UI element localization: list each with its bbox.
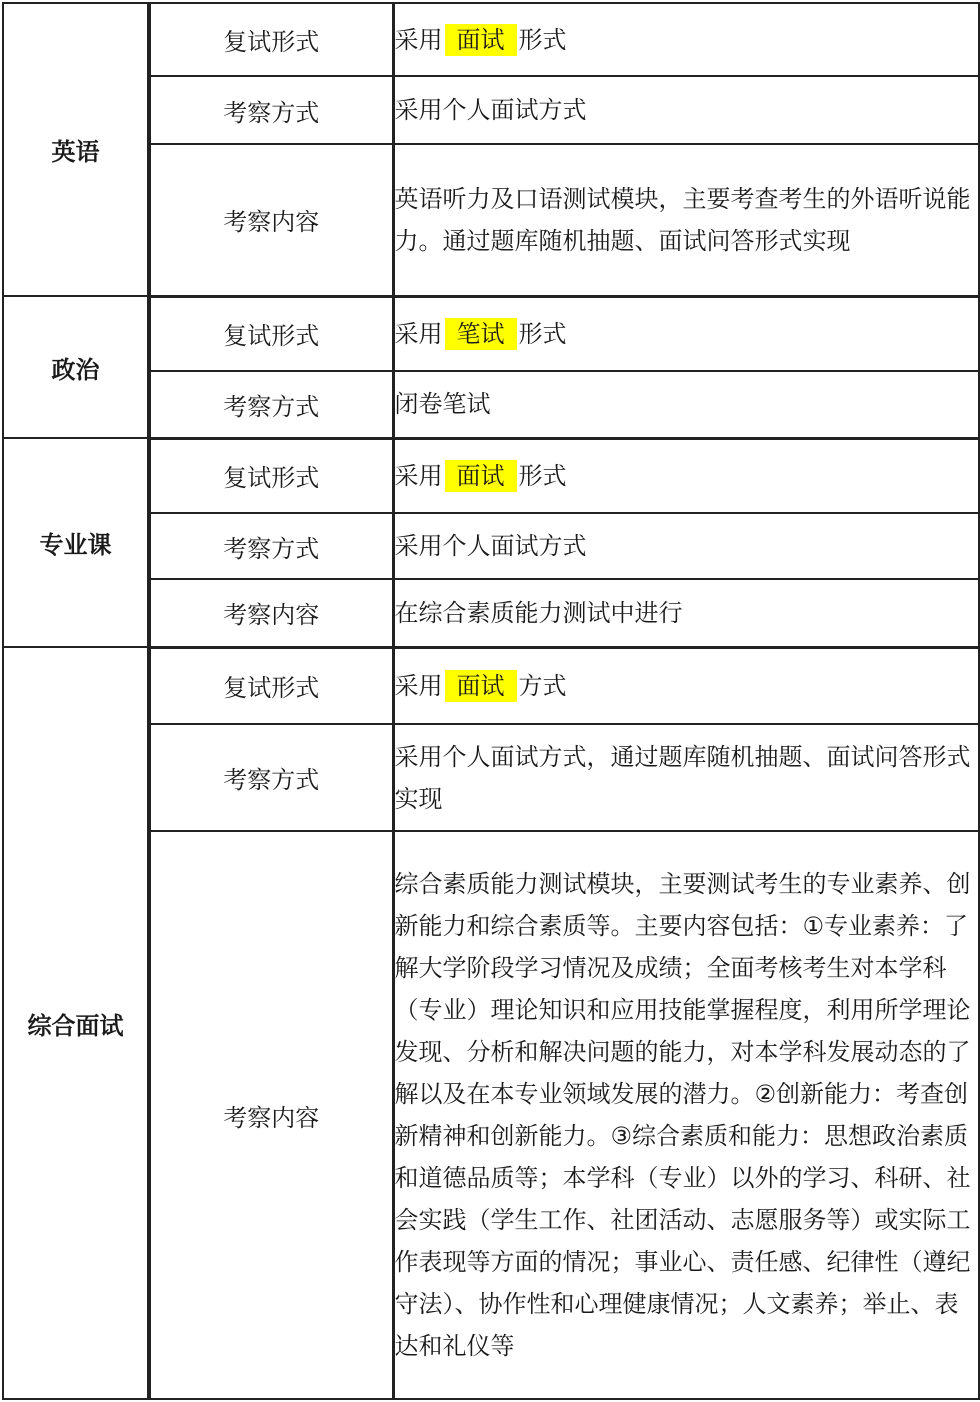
highlight-mark: 面试 (445, 460, 517, 492)
row-value: 闭卷笔试 (393, 371, 979, 438)
table-row (3, 647, 979, 724)
row-value: 英语听力及口语测试模块，主要考查考生的外语听说能力。通过题库随机抽题、面试问答形式实现 (393, 144, 979, 296)
row-value: 采用个人面试方式，通过题库随机抽题、面试问答形式实现 (393, 724, 979, 831)
table-row (3, 724, 979, 831)
category-comprehensive-interview: 综合面试 (3, 647, 149, 1399)
row-value (393, 296, 979, 371)
row-value (393, 438, 979, 513)
table-row (3, 579, 979, 647)
row-value (393, 3, 979, 76)
row-label: 考察方式 (149, 513, 393, 579)
value-suffix: 形式 (518, 461, 567, 490)
row-value: 采用个人面试方式 (393, 513, 979, 579)
value-suffix: 形式 (518, 319, 567, 348)
row-value: 采用个人面试方式 (393, 76, 979, 144)
row-value: 综合素质能力测试模块，主要测试考生的专业素养、创新能力和综合素质等。主要内容包括：①专业素养：了解大学阶段学习情况及成绩；全面考核考生对本学科（专业）理论知识和应用技能掌握程度，利用所学理论发现、分析和解决问题的能力，对本学科发展动态的了解以及在本专业领域发展的潜力。②创新能力：考查创新精神和创新能力。③综合素质和能力：思想政治素质和道德品质等；本学科（专业）以外的学习、科研、社会实践（学生工作、社团活动、志愿服务等）或实际工作表现等方面的情况；事业心、责任感、纪律性（遵纪守法）、协作性和心理健康情况；人文素养；举止、表达和礼仪等 (393, 831, 979, 1399)
table-row (3, 76, 979, 144)
table-row (3, 513, 979, 579)
value-suffix: 形式 (518, 25, 567, 54)
category-major-course: 专业课 (3, 438, 149, 647)
table-row (3, 3, 979, 76)
table-row (3, 296, 979, 371)
highlight-mark: 笔试 (445, 318, 517, 350)
row-label: 考察内容 (149, 831, 393, 1399)
value-prefix: 采用 (394, 461, 443, 490)
row-label: 考察内容 (149, 579, 393, 647)
value-prefix: 采用 (394, 25, 443, 54)
row-label: 考察方式 (149, 724, 393, 831)
table-row (3, 831, 979, 1399)
table-row (3, 371, 979, 438)
highlight-mark: 面试 (445, 24, 517, 56)
value-prefix: 采用 (394, 319, 443, 348)
row-value (393, 647, 979, 724)
row-label: 考察方式 (149, 371, 393, 438)
value-suffix: 方式 (518, 671, 567, 700)
row-value: 在综合素质能力测试中进行 (393, 579, 979, 647)
highlight-mark: 面试 (445, 670, 517, 702)
exam-requirements-table (2, 2, 980, 1400)
category-politics: 政治 (3, 296, 149, 438)
row-label: 复试形式 (149, 296, 393, 371)
row-label: 复试形式 (149, 438, 393, 513)
row-label: 复试形式 (149, 647, 393, 724)
table-row (3, 438, 979, 513)
row-label: 考察方式 (149, 76, 393, 144)
row-label: 考察内容 (149, 144, 393, 296)
row-label: 复试形式 (149, 3, 393, 76)
table-row (3, 144, 979, 296)
category-english: 英语 (3, 3, 149, 296)
value-prefix: 采用 (394, 671, 443, 700)
